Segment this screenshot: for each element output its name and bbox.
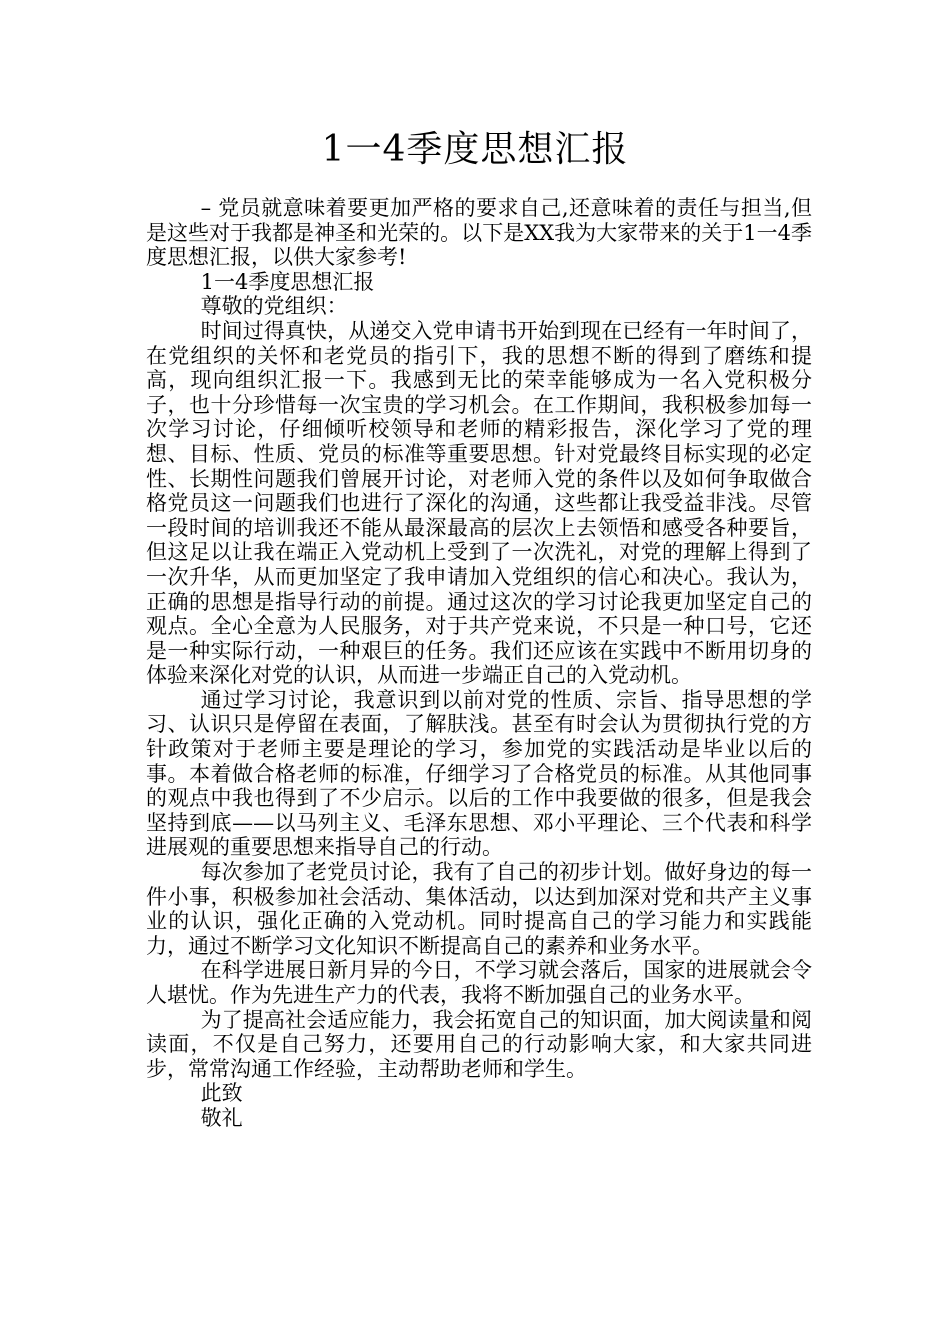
- document-body: [146, 196, 812, 1131]
- salutation: 尊敬的党组织：: [200, 294, 348, 319]
- closing-line-1: 此致: [200, 1081, 243, 1106]
- closing-line-2: 敬礼: [200, 1105, 243, 1130]
- body-paragraph-5: 为了提高社会适应能力，我会拓宽自己的知识面，加大阅读量和阅读面，不仅是自己努力，还要用自己的行动影响大家，和大家共同进步，常常沟通工作经验，主动帮助老师和学生。: [146, 1007, 812, 1081]
- body-paragraph-1: 时间过得真快，从递交入党申请书开始到现在已经有一年时间了，在党组织的关怀和老党员的指引下，我的思想不断的得到了磨练和提高，现向组织汇报一下。我感到无比的荣幸能够成为一名入党积极分子，也十分珍惜每一次宝贵的学习机会。在工作期间，我积极参加每一次学习讨论，仔细倾听校领导和老师的精彩报告，深化学习了党的理想、目标、性质、党员的标准等重要思想。针对党最终目标实现的必定性、长期性问题我们曾展开讨论，对老师入党的条件以及如何争取做合格党员这一问题我们也进行了深化的沟通，这些都让我受益非浅。尽管一段时间的培训我还不能从最深最高的层次上去领悟和感受各种要旨，但这足以让我在端正入党动机上受到了一次洗礼，对党的理解上得到了一次升华，从而更加坚定了我申请加入党组织的信心和决心。我认为，正确的思想是指导行动的前提。通过这次的学习讨论我更加坚定自己的观点。全心全意为人民服务，对于共产党来说，不只是一种口号，它还是一种实际行动，一种艰巨的任务。我们还应该在实践中不断用切身的体验来深化对党的认识，从而进一步端正自己的入党动机。: [146, 318, 812, 688]
- body-paragraph-4: 在科学进展日新月异的今日，不学习就会落后，国家的进展就会令人堪忧。作为先进生产力的代表，我将不断加强自己的业务水平。: [146, 958, 812, 1007]
- body-paragraph-3: 每次参加了老党员讨论，我有了自己的初步计划。做好身边的每一件小事，积极参加社会活动、集体活动，以达到加深对党和共产主义事业的认识，强化正确的入党动机。同时提高自己的学习能力和实践能力，通过不断学习文化知识不断提高自己的素养和业务水平。: [146, 860, 812, 958]
- report-heading: 1一4季度思想汇报: [200, 269, 375, 294]
- intro-paragraph: – 党员就意味着要更加严格的要求自己,还意味着的责任与担当,但是这些对于我都是神圣和光荣的。以下是XX我为大家带来的关于1一4季度思想汇报，以供大家参考!: [146, 196, 812, 270]
- body-paragraph-2: 通过学习讨论，我意识到以前对党的性质、宗旨、指导思想的学习、认识只是停留在表面，了解肤浅。甚至有时会认为贯彻执行党的方针政策对于老师主要是理论的学习，参加党的实践活动是毕业以后的事。本着做合格老师的标准，仔细学习了合格党员的标准。从其他同事的观点中我也得到了不少启示。以后的工作中我要做的很多，但是我会坚持到底——以马列主义、毛泽东思想、邓小平理论、三个代表和科学进展观的重要思想来指导自己的行动。: [146, 687, 812, 860]
- document-title: 1一4季度思想汇报: [321, 129, 629, 170]
